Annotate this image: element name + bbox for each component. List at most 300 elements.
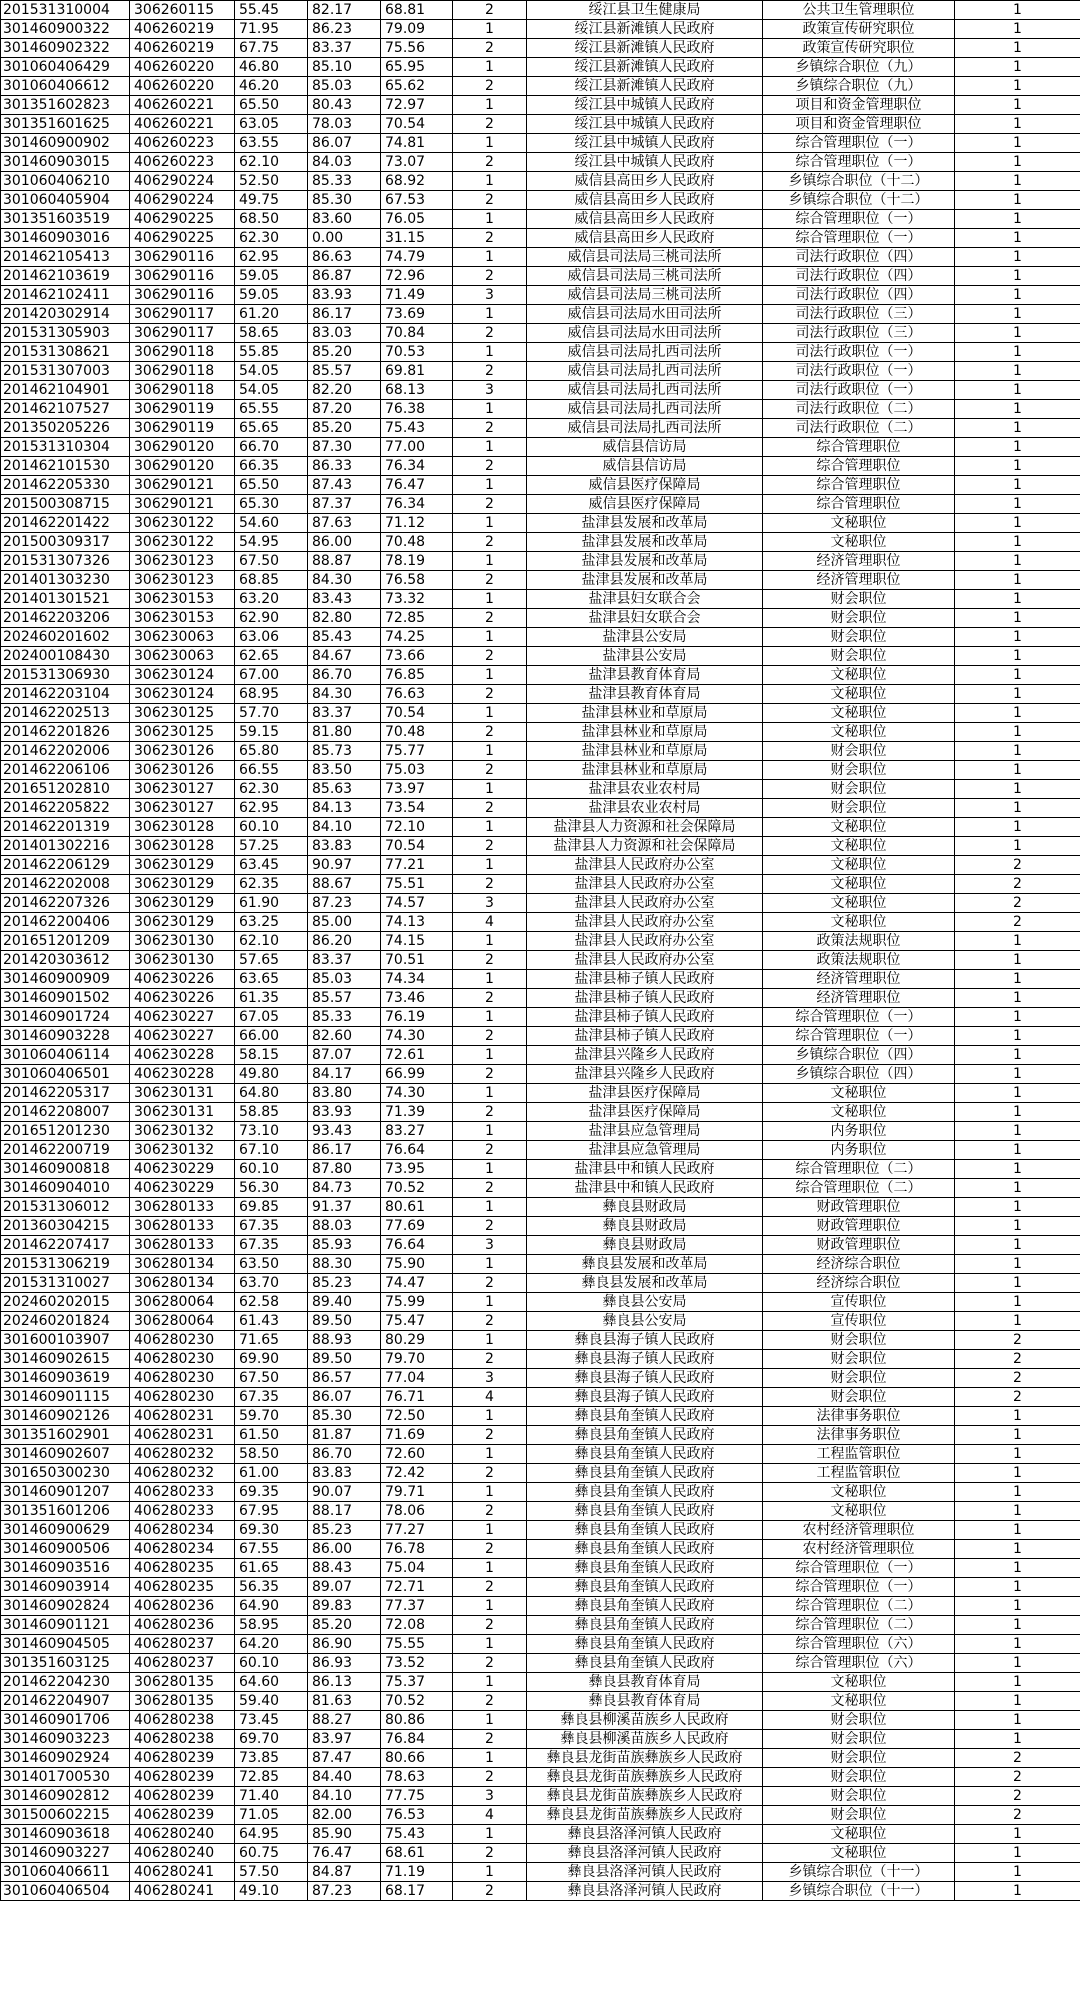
table-row xyxy=(1,1103,1080,1122)
written-score-cell: 66.70 xyxy=(235,438,308,457)
table-row xyxy=(1,77,1080,96)
exam-id-cell: 201462202006 xyxy=(1,742,130,761)
table-row xyxy=(1,1084,1080,1103)
exam-id-cell: 201462204907 xyxy=(1,1692,130,1711)
table-row xyxy=(1,1122,1080,1141)
exam-id-cell: 202460202015 xyxy=(1,1293,130,1312)
position-name-cell: 文秘职位 xyxy=(763,1483,955,1502)
position-name-cell: 综合管理职位（一） xyxy=(763,134,955,153)
position-name-cell: 财会职位 xyxy=(763,799,955,818)
table-row xyxy=(1,1198,1080,1217)
written-score-cell: 62.35 xyxy=(235,875,308,894)
employer-cell: 威信县司法局水田司法所 xyxy=(527,324,763,343)
position-name-cell: 司法行政职位（一） xyxy=(763,381,955,400)
exam-id-cell: 301460903015 xyxy=(1,153,130,172)
exam-id-cell: 201462206106 xyxy=(1,761,130,780)
position-code-cell: 306290118 xyxy=(130,343,235,362)
employer-cell: 盐津县兴隆乡人民政府 xyxy=(527,1046,763,1065)
employer-cell: 威信县信访局 xyxy=(527,457,763,476)
table-row xyxy=(1,1407,1080,1426)
interview-score-cell: 87.07 xyxy=(308,1046,381,1065)
exam-id-cell: 301460902812 xyxy=(1,1787,130,1806)
position-name-cell: 综合管理职位（六） xyxy=(763,1654,955,1673)
position-name-cell: 经济管理职位 xyxy=(763,571,955,590)
position-code-cell: 306230126 xyxy=(130,761,235,780)
rank-cell: 1 xyxy=(453,742,527,761)
employer-cell: 盐津县林业和草原局 xyxy=(527,742,763,761)
exam-id-cell: 201500308715 xyxy=(1,495,130,514)
interview-score-cell: 84.30 xyxy=(308,685,381,704)
table-row xyxy=(1,723,1080,742)
written-score-cell: 71.40 xyxy=(235,1787,308,1806)
position-name-cell: 财会职位 xyxy=(763,742,955,761)
position-name-cell: 文秘职位 xyxy=(763,875,955,894)
interview-score-cell: 83.37 xyxy=(308,951,381,970)
employer-cell: 盐津县医疗保障局 xyxy=(527,1084,763,1103)
table-row xyxy=(1,343,1080,362)
employer-cell: 彝良县教育体育局 xyxy=(527,1692,763,1711)
position-code-cell: 306230123 xyxy=(130,571,235,590)
table-row xyxy=(1,552,1080,571)
interview-score-cell: 78.03 xyxy=(308,115,381,134)
position-name-cell: 司法行政职位（三） xyxy=(763,305,955,324)
written-score-cell: 54.05 xyxy=(235,362,308,381)
exam-id-cell: 301650300230 xyxy=(1,1464,130,1483)
employer-cell: 彝良县角奎镇人民政府 xyxy=(527,1578,763,1597)
table-row xyxy=(1,1863,1080,1882)
written-score-cell: 56.35 xyxy=(235,1578,308,1597)
rank-cell: 2 xyxy=(453,1312,527,1331)
position-code-cell: 306290117 xyxy=(130,324,235,343)
written-score-cell: 54.60 xyxy=(235,514,308,533)
rank-cell: 1 xyxy=(453,1407,527,1426)
quota-cell: 1 xyxy=(955,1027,1080,1046)
quota-cell: 1 xyxy=(955,1692,1080,1711)
table-row xyxy=(1,362,1080,381)
rank-cell: 2 xyxy=(453,1179,527,1198)
quota-cell: 2 xyxy=(955,894,1080,913)
interview-score-cell: 85.10 xyxy=(308,58,381,77)
total-score-cell: 72.71 xyxy=(381,1578,453,1597)
quota-cell: 1 xyxy=(955,1597,1080,1616)
employer-cell: 彝良县龙街苗族彝族乡人民政府 xyxy=(527,1787,763,1806)
position-code-cell: 406280230 xyxy=(130,1369,235,1388)
exam-id-cell: 201462202513 xyxy=(1,704,130,723)
employer-cell: 盐津县人民政府办公室 xyxy=(527,951,763,970)
rank-cell: 2 xyxy=(453,229,527,248)
position-code-cell: 406280241 xyxy=(130,1882,235,1901)
exam-id-cell: 301460901115 xyxy=(1,1388,130,1407)
rank-cell: 2 xyxy=(453,1540,527,1559)
interview-score-cell: 84.40 xyxy=(308,1768,381,1787)
position-code-cell: 306230132 xyxy=(130,1141,235,1160)
exam-id-cell: 201462201422 xyxy=(1,514,130,533)
exam-id-cell: 301401700530 xyxy=(1,1768,130,1787)
total-score-cell: 70.48 xyxy=(381,723,453,742)
position-name-cell: 经济综合职位 xyxy=(763,1274,955,1293)
total-score-cell: 76.34 xyxy=(381,495,453,514)
employer-cell: 盐津县柿子镇人民政府 xyxy=(527,1027,763,1046)
interview-score-cell: 83.80 xyxy=(308,1084,381,1103)
position-name-cell: 财会职位 xyxy=(763,1730,955,1749)
interview-score-cell: 86.57 xyxy=(308,1369,381,1388)
written-score-cell: 62.10 xyxy=(235,932,308,951)
exam-id-cell: 201462102411 xyxy=(1,286,130,305)
total-score-cell: 76.64 xyxy=(381,1141,453,1160)
position-code-cell: 406290224 xyxy=(130,172,235,191)
written-score-cell: 67.75 xyxy=(235,39,308,58)
employer-cell: 彝良县龙街苗族彝族乡人民政府 xyxy=(527,1749,763,1768)
exam-id-cell: 201651201209 xyxy=(1,932,130,951)
employer-cell: 绥江县新滩镇人民政府 xyxy=(527,20,763,39)
interview-score-cell: 83.43 xyxy=(308,590,381,609)
interview-score-cell: 88.87 xyxy=(308,552,381,571)
written-score-cell: 64.90 xyxy=(235,1597,308,1616)
rank-cell: 3 xyxy=(453,894,527,913)
rank-cell: 2 xyxy=(453,1,527,20)
position-name-cell: 工程监管职位 xyxy=(763,1464,955,1483)
employer-cell: 盐津县林业和草原局 xyxy=(527,761,763,780)
written-score-cell: 71.95 xyxy=(235,20,308,39)
table-row xyxy=(1,381,1080,400)
employer-cell: 盐津县妇女联合会 xyxy=(527,609,763,628)
position-code-cell: 406260219 xyxy=(130,39,235,58)
exam-id-cell: 301460902607 xyxy=(1,1445,130,1464)
table-row xyxy=(1,514,1080,533)
quota-cell: 1 xyxy=(955,932,1080,951)
quota-cell: 1 xyxy=(955,1882,1080,1901)
position-code-cell: 406280240 xyxy=(130,1825,235,1844)
quota-cell: 1 xyxy=(955,400,1080,419)
employer-cell: 威信县高田乡人民政府 xyxy=(527,172,763,191)
written-score-cell: 64.60 xyxy=(235,1673,308,1692)
position-name-cell: 文秘职位 xyxy=(763,533,955,552)
table-row xyxy=(1,438,1080,457)
written-score-cell: 61.35 xyxy=(235,989,308,1008)
employer-cell: 盐津县柿子镇人民政府 xyxy=(527,989,763,1008)
interview-score-cell: 81.63 xyxy=(308,1692,381,1711)
rank-cell: 2 xyxy=(453,1844,527,1863)
table-row xyxy=(1,1502,1080,1521)
position-name-cell: 宣传职位 xyxy=(763,1312,955,1331)
employer-cell: 彝良县洛泽河镇人民政府 xyxy=(527,1844,763,1863)
interview-score-cell: 85.57 xyxy=(308,989,381,1008)
exam-id-cell: 202460201602 xyxy=(1,628,130,647)
exam-id-cell: 301351603125 xyxy=(1,1654,130,1673)
employer-cell: 盐津县发展和改革局 xyxy=(527,533,763,552)
table-row xyxy=(1,191,1080,210)
quota-cell: 1 xyxy=(955,1,1080,20)
position-name-cell: 财会职位 xyxy=(763,590,955,609)
exam-id-cell: 201462203104 xyxy=(1,685,130,704)
exam-id-cell: 301060406429 xyxy=(1,58,130,77)
employer-cell: 威信县司法局扎西司法所 xyxy=(527,419,763,438)
table-row xyxy=(1,1711,1080,1730)
written-score-cell: 67.35 xyxy=(235,1388,308,1407)
position-code-cell: 406230227 xyxy=(130,1008,235,1027)
exam-id-cell: 201531308621 xyxy=(1,343,130,362)
employer-cell: 威信县医疗保障局 xyxy=(527,495,763,514)
rank-cell: 2 xyxy=(453,799,527,818)
quota-cell: 1 xyxy=(955,1844,1080,1863)
rank-cell: 3 xyxy=(453,1369,527,1388)
quota-cell: 1 xyxy=(955,1255,1080,1274)
total-score-cell: 72.96 xyxy=(381,267,453,286)
interview-score-cell: 88.67 xyxy=(308,875,381,894)
rank-cell: 2 xyxy=(453,191,527,210)
written-score-cell: 63.06 xyxy=(235,628,308,647)
written-score-cell: 69.70 xyxy=(235,1730,308,1749)
interview-score-cell: 80.43 xyxy=(308,96,381,115)
rank-cell: 2 xyxy=(453,1692,527,1711)
written-score-cell: 64.80 xyxy=(235,1084,308,1103)
rank-cell: 2 xyxy=(453,837,527,856)
position-code-cell: 306280064 xyxy=(130,1293,235,1312)
position-code-cell: 306280134 xyxy=(130,1274,235,1293)
employer-cell: 彝良县角奎镇人民政府 xyxy=(527,1407,763,1426)
written-score-cell: 68.95 xyxy=(235,685,308,704)
rank-cell: 1 xyxy=(453,1122,527,1141)
position-code-cell: 406280235 xyxy=(130,1559,235,1578)
written-score-cell: 59.05 xyxy=(235,267,308,286)
written-score-cell: 66.00 xyxy=(235,1027,308,1046)
interview-score-cell: 85.03 xyxy=(308,970,381,989)
position-name-cell: 文秘职位 xyxy=(763,514,955,533)
total-score-cell: 74.81 xyxy=(381,134,453,153)
rank-cell: 2 xyxy=(453,457,527,476)
quota-cell: 1 xyxy=(955,1559,1080,1578)
total-score-cell: 74.47 xyxy=(381,1274,453,1293)
position-code-cell: 406290225 xyxy=(130,210,235,229)
quota-cell: 1 xyxy=(955,1654,1080,1673)
quota-cell: 1 xyxy=(955,495,1080,514)
total-score-cell: 68.61 xyxy=(381,1844,453,1863)
rank-cell: 1 xyxy=(453,20,527,39)
rank-cell: 1 xyxy=(453,1255,527,1274)
quota-cell: 1 xyxy=(955,1445,1080,1464)
quota-cell: 1 xyxy=(955,172,1080,191)
interview-score-cell: 86.70 xyxy=(308,1445,381,1464)
total-score-cell: 72.50 xyxy=(381,1407,453,1426)
written-score-cell: 60.10 xyxy=(235,1160,308,1179)
written-score-cell: 55.85 xyxy=(235,343,308,362)
written-score-cell: 61.65 xyxy=(235,1559,308,1578)
written-score-cell: 67.00 xyxy=(235,666,308,685)
exam-id-cell: 301460902824 xyxy=(1,1597,130,1616)
table-row xyxy=(1,970,1080,989)
position-code-cell: 306230126 xyxy=(130,742,235,761)
quota-cell: 1 xyxy=(955,1141,1080,1160)
rank-cell: 1 xyxy=(453,1863,527,1882)
exam-id-cell: 301460901121 xyxy=(1,1616,130,1635)
interview-score-cell: 86.63 xyxy=(308,248,381,267)
interview-score-cell: 86.20 xyxy=(308,932,381,951)
table-row xyxy=(1,172,1080,191)
position-code-cell: 406280237 xyxy=(130,1635,235,1654)
employer-cell: 盐津县兴隆乡人民政府 xyxy=(527,1065,763,1084)
quota-cell: 1 xyxy=(955,742,1080,761)
employer-cell: 盐津县人民政府办公室 xyxy=(527,932,763,951)
employer-cell: 威信县司法局三桃司法所 xyxy=(527,248,763,267)
interview-score-cell: 85.23 xyxy=(308,1521,381,1540)
total-score-cell: 74.34 xyxy=(381,970,453,989)
rank-cell: 2 xyxy=(453,1464,527,1483)
total-score-cell: 71.19 xyxy=(381,1863,453,1882)
total-score-cell: 72.61 xyxy=(381,1046,453,1065)
position-code-cell: 406280236 xyxy=(130,1597,235,1616)
total-score-cell: 74.13 xyxy=(381,913,453,932)
interview-score-cell: 87.30 xyxy=(308,438,381,457)
employer-cell: 彝良县角奎镇人民政府 xyxy=(527,1616,763,1635)
employer-cell: 彝良县海子镇人民政府 xyxy=(527,1388,763,1407)
quota-cell: 1 xyxy=(955,685,1080,704)
exam-id-cell: 201401302216 xyxy=(1,837,130,856)
table-row xyxy=(1,1654,1080,1673)
table-row xyxy=(1,989,1080,1008)
total-score-cell: 77.69 xyxy=(381,1217,453,1236)
total-score-cell: 75.51 xyxy=(381,875,453,894)
position-code-cell: 406260220 xyxy=(130,58,235,77)
employer-cell: 彝良县财政局 xyxy=(527,1198,763,1217)
written-score-cell: 62.30 xyxy=(235,780,308,799)
exam-id-cell: 201531307326 xyxy=(1,552,130,571)
exam-id-cell: 201500309317 xyxy=(1,533,130,552)
exam-id-cell: 301060406210 xyxy=(1,172,130,191)
interview-score-cell: 86.13 xyxy=(308,1673,381,1692)
total-score-cell: 76.38 xyxy=(381,400,453,419)
table-row xyxy=(1,419,1080,438)
quota-cell: 1 xyxy=(955,324,1080,343)
position-name-cell: 文秘职位 xyxy=(763,818,955,837)
interview-score-cell: 86.33 xyxy=(308,457,381,476)
quota-cell: 1 xyxy=(955,533,1080,552)
table-row xyxy=(1,742,1080,761)
quota-cell: 1 xyxy=(955,1635,1080,1654)
interview-score-cell: 88.93 xyxy=(308,1331,381,1350)
interview-score-cell: 93.43 xyxy=(308,1122,381,1141)
rank-cell: 2 xyxy=(453,1502,527,1521)
exam-id-cell: 201531306012 xyxy=(1,1198,130,1217)
position-name-cell: 综合管理职位（一） xyxy=(763,153,955,172)
position-name-cell: 乡镇综合职位（十二） xyxy=(763,191,955,210)
written-score-cell: 60.75 xyxy=(235,1844,308,1863)
employer-cell: 彝良县海子镇人民政府 xyxy=(527,1369,763,1388)
exam-id-cell: 201462207326 xyxy=(1,894,130,913)
total-score-cell: 75.37 xyxy=(381,1673,453,1692)
quota-cell: 1 xyxy=(955,1825,1080,1844)
position-name-cell: 司法行政职位（四） xyxy=(763,286,955,305)
quota-cell: 1 xyxy=(955,1103,1080,1122)
written-score-cell: 63.70 xyxy=(235,1274,308,1293)
quota-cell: 2 xyxy=(955,1369,1080,1388)
table-row xyxy=(1,837,1080,856)
position-name-cell: 司法行政职位（二） xyxy=(763,419,955,438)
position-name-cell: 文秘职位 xyxy=(763,1844,955,1863)
quota-cell: 1 xyxy=(955,552,1080,571)
exam-id-cell: 301500602215 xyxy=(1,1806,130,1825)
rank-cell: 2 xyxy=(453,1616,527,1635)
total-score-cell: 71.69 xyxy=(381,1426,453,1445)
total-score-cell: 75.04 xyxy=(381,1559,453,1578)
total-score-cell: 75.43 xyxy=(381,419,453,438)
quota-cell: 1 xyxy=(955,628,1080,647)
written-score-cell: 69.35 xyxy=(235,1483,308,1502)
exam-id-cell: 201462103619 xyxy=(1,267,130,286)
position-name-cell: 文秘职位 xyxy=(763,894,955,913)
rank-cell: 1 xyxy=(453,1331,527,1350)
table-row xyxy=(1,1236,1080,1255)
position-code-cell: 406230227 xyxy=(130,1027,235,1046)
position-name-cell: 文秘职位 xyxy=(763,913,955,932)
position-name-cell: 文秘职位 xyxy=(763,1692,955,1711)
table-row xyxy=(1,1274,1080,1293)
exam-id-cell: 301351602823 xyxy=(1,96,130,115)
interview-score-cell: 89.07 xyxy=(308,1578,381,1597)
employer-cell: 盐津县发展和改革局 xyxy=(527,552,763,571)
rank-cell: 1 xyxy=(453,590,527,609)
position-code-cell: 406230229 xyxy=(130,1179,235,1198)
rank-cell: 1 xyxy=(453,1160,527,1179)
table-row xyxy=(1,571,1080,590)
exam-id-cell: 301460901724 xyxy=(1,1008,130,1027)
table-row xyxy=(1,1635,1080,1654)
quota-cell: 1 xyxy=(955,1236,1080,1255)
rank-cell: 1 xyxy=(453,58,527,77)
total-score-cell: 70.84 xyxy=(381,324,453,343)
rank-cell: 1 xyxy=(453,172,527,191)
table-row xyxy=(1,324,1080,343)
position-name-cell: 司法行政职位（四） xyxy=(763,248,955,267)
position-name-cell: 财会职位 xyxy=(763,1369,955,1388)
position-name-cell: 财政管理职位 xyxy=(763,1198,955,1217)
position-code-cell: 406280239 xyxy=(130,1806,235,1825)
rank-cell: 2 xyxy=(453,989,527,1008)
position-name-cell: 综合管理职位 xyxy=(763,495,955,514)
rank-cell: 1 xyxy=(453,1008,527,1027)
written-score-cell: 63.55 xyxy=(235,134,308,153)
written-score-cell: 63.05 xyxy=(235,115,308,134)
position-code-cell: 306290117 xyxy=(130,305,235,324)
quota-cell: 1 xyxy=(955,115,1080,134)
position-code-cell: 406280239 xyxy=(130,1749,235,1768)
exam-id-cell: 301460903223 xyxy=(1,1730,130,1749)
rank-cell: 2 xyxy=(453,362,527,381)
quota-cell: 1 xyxy=(955,1179,1080,1198)
position-code-cell: 306230125 xyxy=(130,704,235,723)
position-name-cell: 综合管理职位（一） xyxy=(763,1578,955,1597)
total-score-cell: 73.52 xyxy=(381,1654,453,1673)
position-code-cell: 406280236 xyxy=(130,1616,235,1635)
position-name-cell: 乡镇综合职位（九） xyxy=(763,77,955,96)
position-name-cell: 文秘职位 xyxy=(763,704,955,723)
total-score-cell: 79.09 xyxy=(381,20,453,39)
position-name-cell: 经济管理职位 xyxy=(763,970,955,989)
written-score-cell: 59.70 xyxy=(235,1407,308,1426)
exam-id-cell: 301460903016 xyxy=(1,229,130,248)
total-score-cell: 75.99 xyxy=(381,1293,453,1312)
position-code-cell: 306230122 xyxy=(130,533,235,552)
position-code-cell: 406230229 xyxy=(130,1160,235,1179)
quota-cell: 1 xyxy=(955,590,1080,609)
rank-cell: 2 xyxy=(453,723,527,742)
interview-score-cell: 82.20 xyxy=(308,381,381,400)
written-score-cell: 58.15 xyxy=(235,1046,308,1065)
quota-cell: 1 xyxy=(955,381,1080,400)
written-score-cell: 61.90 xyxy=(235,894,308,913)
rank-cell: 1 xyxy=(453,666,527,685)
position-name-cell: 综合管理职位（二） xyxy=(763,1597,955,1616)
exam-id-cell: 202460201824 xyxy=(1,1312,130,1331)
